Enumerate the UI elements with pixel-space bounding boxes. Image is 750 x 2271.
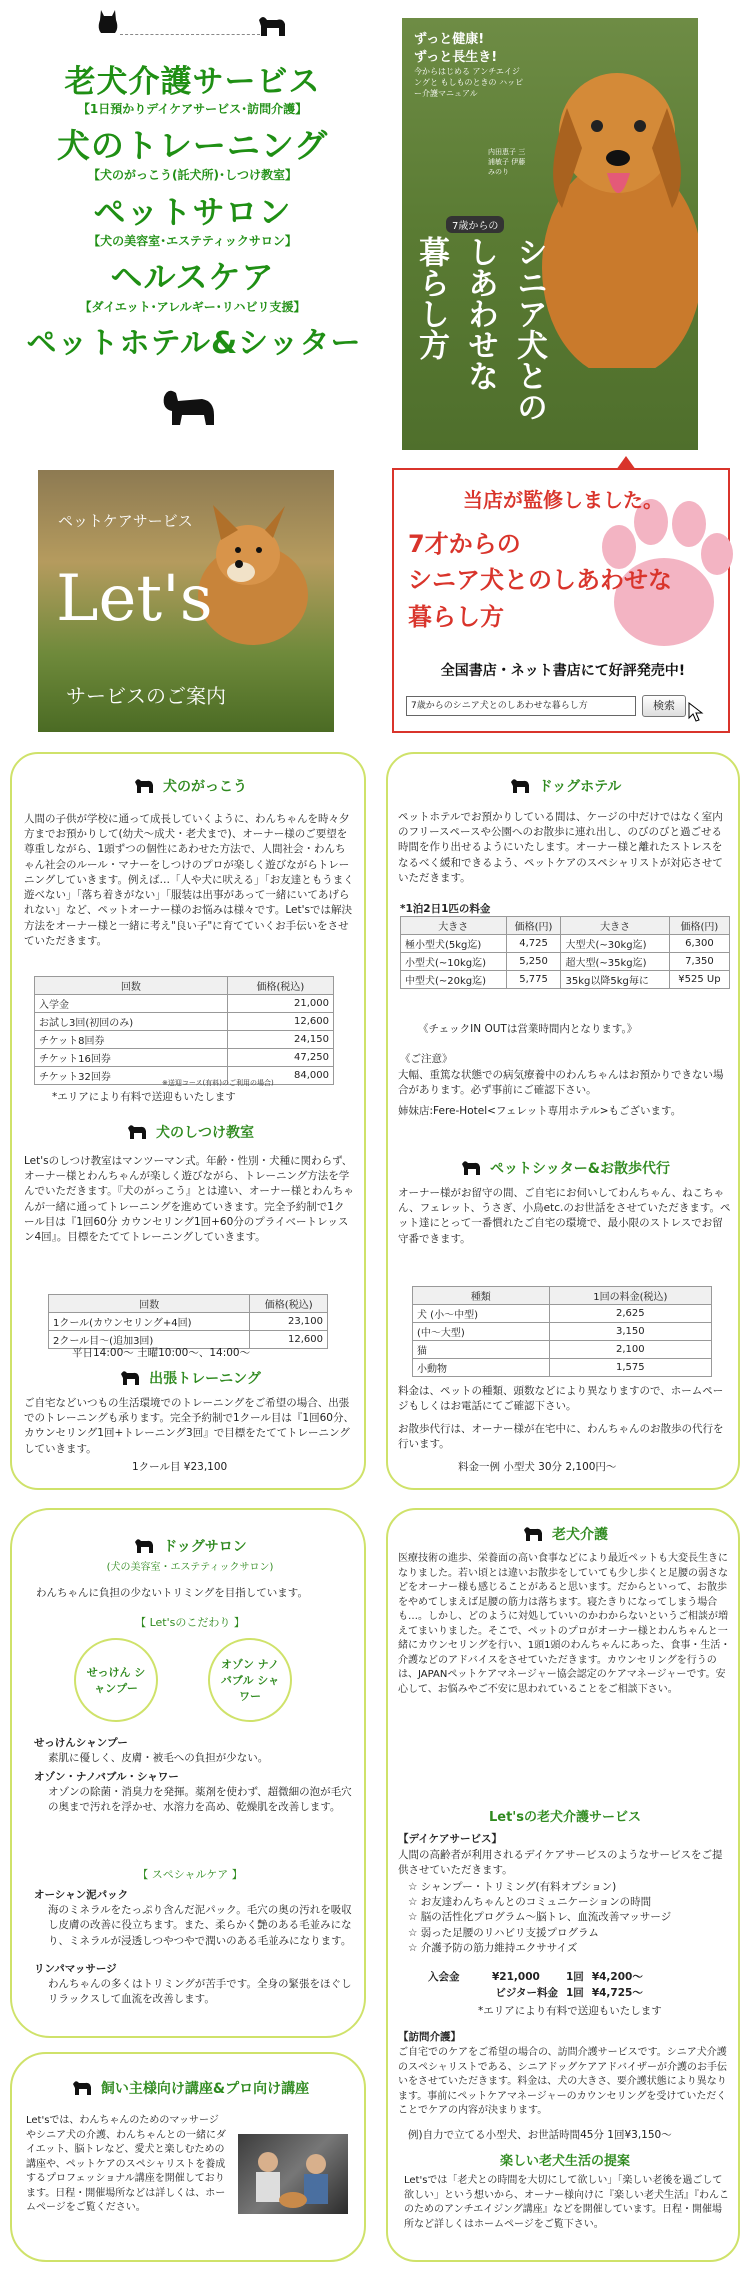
salon-circle-soap-label: せっけん シャンプー [86,1666,146,1695]
callout-pointer [616,456,636,470]
hotel-price-title: *1泊2日1匹の料金 [400,903,491,915]
service-title-healthcare: ヘルスケア [110,258,275,296]
table-cell: 1クール(カウンセリング+4回) [49,1313,250,1331]
salon-item-2-name: オゾン・ナノバブル・シャワー [34,1771,179,1783]
training-th-count: 回数 [49,1295,250,1313]
table-cell: 2,100 [549,1341,711,1359]
visit-training-title: 出張トレーニング [149,1371,261,1387]
panel-school-training [10,752,366,1490]
training-title: 犬のしつけ教室 [156,1125,254,1141]
sitter-price-table [412,1286,712,1377]
sitter-th-kind: 種類 [413,1287,550,1305]
salon-circle-ozone-label: オゾン ナノバブル シャワー [220,1658,280,1703]
table-cell: 12,600 [227,1013,333,1031]
panel-elder-care [386,1508,740,2262]
list-item: ☆ 弱った足腰のリハビリ支援プログラム [408,1926,599,1939]
salon-kodawari: 【 Let'sのこだわり 】 [135,1616,245,1629]
leaflet-caption: サービスのご案内 [66,684,226,708]
elder-visit-text: ご自宅でのケアをご希望の場合の、訪問介護サービスです。シニア犬介護のスペシャリストである、シニアドッグケアアドバイザーが介護のお手伝いをさせていただきます。料金は、犬の大きさ、要介護状態により異なります。事前にペットケアマネージャーのカウンセリングを受けていただくことでケアの内容が決まります。 [398,2047,727,2116]
service-sub-healthcare: 【ダイエット･アレルギー･リハビリ支援】 [79,300,306,314]
salon-item-2 [34,1770,354,1816]
visit-training-heading [12,1368,366,1388]
supervised-headline: 当店が監修しました。 [463,488,663,512]
book-tagline1: ずっと健康! [414,32,485,47]
salon-circle-ozone [208,1638,292,1722]
table-row [35,1049,334,1067]
dotted-leash-line [120,34,260,35]
leaflet-name: Let's [56,562,213,636]
visit-training-dog-icon [119,1369,141,1387]
salon-subtitle: (犬の美容室・エステティックサロン) [106,1562,274,1573]
elder-daycare-title: 【デイケアサービス】 [398,1833,503,1845]
school-dog-icon [133,777,155,795]
sitter-walk: お散歩代行は、オーナー様が在宅中に、わんちゃんのお散歩の代行を行います。 [398,1423,724,1451]
salon-circle-soap [74,1638,158,1722]
sitter-title: ペットシッター&お散歩代行 [490,1161,670,1177]
hotel-th-price2: 価格(円) [669,917,729,935]
leaflet-card [38,470,334,732]
hotel-text: ペットホテルでお預かりしている間は、ケージの中だけではなく室内のフリースペースや公園へのお散歩に連れ出し、のびのびと過ごせる時間を作り出せるようにいたします。オーナー様と離れたストレスをなるべく緩和できるよう、ペットケアのスペシャリストが対応させていただきます。 [398,811,723,884]
sitter-heading [388,1158,740,1178]
salon-special-2-desc: わんちゃんの多くはトリミングが苦手です。全身の緊張をほぐしリラックスして血流を改善します。 [48,1978,352,2006]
list-item-label: 介護予防の筋力維持エクササイズ [420,1941,578,1954]
training-heading [12,1122,366,1142]
table-cell: 中型犬(~20kg迄) [401,971,507,989]
school-note: *エリアにより有料で送迎もいたします [52,1091,236,1103]
leaflet-label: ペットケアサービス [58,512,193,530]
salon-heading [12,1536,366,1556]
elder-visit-title: 【訪問介護】 [398,2031,461,2043]
salon-title: ドッグサロン [163,1539,247,1555]
book-desc: 今からはじめる アンチエイジングと もしものときの ハッピー介護マニュアル [414,67,524,99]
elder-price-amount: ¥4,725～ [591,1987,643,1999]
school-title: 犬のがっこう [163,779,247,795]
supervised-title1: 7才からの [408,530,521,558]
elder-price-unit: 1回 [566,1971,584,1983]
supervised-sale: 全国書店・ネット書店にて好評発売中! [440,663,686,679]
elder-advice-text: Let'sでは「老犬との時間を大切にして欲しい」「楽しい老後を過ごして欲しい」という想いから、オーナー様向けに『楽しい老犬生活』『わんこのためのアンチエイジング講座』などを開催しています。日程・開催場所など詳しくはホームページをご覧下さい。 [404,2175,729,2230]
lecture-photo [238,2134,348,2214]
table-row [35,1031,334,1049]
table-cell: 23,100 [250,1313,328,1331]
salon-special-1-name: オーシャン泥パック [34,1889,129,1901]
training-price-table [48,1294,328,1349]
book-search-button[interactable]: 検索 [642,695,686,717]
table-cell: 大型犬(~30kg迄) [561,935,669,953]
table-row [413,1323,712,1341]
elder-price-label: ビジター料金 [495,1987,558,1999]
school-note-small: ※送迎コース(有料)のご利用の場合) [162,1079,274,1087]
table-cell: 小型犬(~10kg迄) [401,953,507,971]
table-cell: 超大型(~35kg迄) [561,953,669,971]
hotel-title: ドッグホテル [538,779,622,795]
book-title-col3: 暮らし方 [413,236,449,360]
table-row [49,1313,328,1331]
lecture-text: Let'sでは、わんちゃんのためのマッサージやシニア犬の介護、わんちゃんとの一緒にダイエット、脳トレなど、愛犬と楽しむための講座や、ペットケアのスペシャリストを養成するプロフェッショナル講座を開催しております。日程・開催場所などは詳しくは、ホームページをご覧ください。 [26,2115,226,2213]
hotel-th-price: 価格(円) [506,917,561,935]
book-title [413,236,552,436]
elder-advice-title: 楽しい老犬生活の提案 [499,2154,630,2169]
supervised-callout [392,468,730,733]
list-item-label: 弱った足腰のリハビリ支援プログラム [420,1926,599,1939]
hotel-caution: 大幅、重篤な状態での病気療養中のわんちゃんはお預かりできない場合があります。必ず事前にご確認下さい。 [398,1069,724,1097]
book-title-col1: シニア犬との [511,236,547,422]
list-item: ☆ シャンプー・トリミング(有料オプション) [408,1881,617,1893]
service-title-salon: ペットサロン [93,193,292,231]
hotel-dog-icon [509,777,531,795]
elder-dog-icon [522,1525,544,1543]
school-th-price: 価格(税込) [227,977,333,995]
elder-daycare-text: 人間の高齢者が利用されるデイケアサービスのようなサービスをご提供させていただきます。 [398,1849,723,1877]
book-cover [402,18,698,450]
sitter-text: オーナー様がお留守の間、ご自宅にお伺いしてわんちゃん、ねこちゃん、フェレット、うさぎ、小鳥etc.のお世話をさせていただきます。ペット達にとって一番慣れたご自宅の環境で、最小限のストレスでお留守番できます。 [398,1187,731,1245]
school-price-table [34,976,334,1085]
salon-dog-icon [133,1537,155,1555]
list-item-label: シャンプー・トリミング(有料オプション) [420,1881,617,1893]
elder-service-title: Let'sの老犬介護サービス [488,1810,642,1825]
lecture-dog-icon [71,2079,93,2097]
salon-special: 【 スペシャルケア 】 [137,1868,243,1881]
table-row [35,1013,334,1031]
salon-item-1-name: せっけんシャンプー [34,1737,128,1749]
table-cell: 1,575 [549,1359,711,1377]
list-item: ☆ 介護予防の筋力維持エクササイズ [408,1941,578,1954]
elder-text: 医療技術の進歩、栄養面の高い食事などにより最近ペットも大変長生きになりました。若い頃とは違いお散歩をしていても少し歩くと足腰の弱さなどをオーナー様も感じることがあると思います。だからといって、お散歩をやめてしまえば足腰の筋力は落ちます。寝たきりになってしまう場合も…。しかし、どのように対処していいのかわからないというご相談が増えてまいりました。そこで、ペットのプロがオーナー様とわんちゃんと一緒にカウンセリングを行い、1頭1頭のわんちゃんにあった、食事・生活・介護などのアドバイスをさせていただきます。カウンセリングを行うのは、JAPANペットケアマネージャー協会認定のケアマネージャーです。安心して、お悩みやご不安に思われていることをご相談下さい。 [398,1553,731,1695]
table-cell: 47,250 [227,1049,333,1067]
table-row [413,1341,712,1359]
school-text: 人間の子供が学校に通って成長していくように、わんちゃんを時々夕方までお預かりして(幼犬～成犬・老犬まで)、オーナー様のご要望を尊重しながら、1頭ずつの個性にあわせた方法で、人間社会・わんちゃん社会のルール・マナーをしつけのプロが楽しく遊びながらトレーニングしていきます。例えば…「人や犬に吠える」「お友達ともうまく遊べない」「落ち着きがない」「服装は出事があって一緒にいてあげられない」など、ペットオーナー様のお悩みは様々です。Let'sでは解決方法をオーナー様と一緒に考え"良い子"に育てていくお手伝いをさせていただきます。 [24,813,354,947]
sitter-th-price: 1回の料金(税込) [549,1287,711,1305]
elder-visit-price: 例)自力で立てる小型犬、お世話時間45分 1回¥3,150～ [408,2129,672,2141]
table-cell: 2クール目～(追加3回) [49,1331,250,1349]
elder-price-amount: ¥4,200～ [591,1971,643,1983]
top-dog-silhouette [255,14,289,40]
table-cell: チケット32回券 [35,1067,228,1085]
elder-heading [388,1524,740,1544]
table-cell: 5,250 [506,953,561,971]
table-cell: 7,350 [669,953,729,971]
hotel-caution-title: 《ご注意》 [400,1053,453,1065]
salon-special-1 [34,1888,354,1949]
book-badge: 7歳からの [446,216,504,233]
table-cell: チケット16回券 [35,1049,228,1067]
training-dog-icon [126,1123,148,1141]
table-cell: ¥525 Up [669,971,729,989]
supervised-title2: シニア犬とのしあわせな [408,566,672,594]
supervised-title3: 暮らし方 [408,603,504,631]
table-cell: 4,725 [506,935,561,953]
table-cell: 極小型犬(5kg迄) [401,935,507,953]
service-title-training: 犬のトレーニング [56,126,329,165]
cursor-icon [688,702,704,722]
elder-price-label: 入会金 [428,1971,460,1983]
hotel-th-size: 大きさ [401,917,507,935]
table-row [401,971,730,989]
table-cell: 猫 [413,1341,550,1359]
elder-daycare-list [408,1880,728,1956]
table-row [413,1359,712,1377]
hotel-heading [388,776,740,796]
elder-price-fee: ¥21,000 [492,1971,540,1983]
service-sub-salon: 【犬の美容室･エステティックサロン】 [88,234,297,248]
table-cell: 21,000 [227,995,333,1013]
list-item: ☆ 脳の活性化プログラム〜脳トレ、血流改善マッサージ [408,1911,672,1924]
book-tagline2: ずっと長生き! [414,50,498,65]
hotel-sister: 姉妹店:Fere-Hotel<フェレット専用ホテル>もございます。 [398,1105,682,1117]
book-authors: 内田恵子 三浦敏子 伊藤みのり [488,148,526,176]
table-row [413,1305,712,1323]
sitter-walk-price: 料金一例 小型犬 30分 2,100円～ [458,1461,617,1473]
table-cell: 3,150 [549,1323,711,1341]
table-cell: 84,000 [227,1067,333,1085]
table-row [401,953,730,971]
table-cell: 犬 (小～中型) [413,1305,550,1323]
service-title-elder-care: 老犬介護サービス [64,64,321,100]
school-th-count: 回数 [35,977,228,995]
training-hours: 平日14:00～ 土曜10:00～、14:00～ [72,1347,251,1359]
table-cell: お試し3回(初回のみ) [35,1013,228,1031]
panel-hotel-sitter [386,752,740,1490]
top-cat-silhouette [95,6,121,36]
lecture-heading [12,2078,366,2098]
school-heading [12,776,366,796]
elder-price-1 [428,1970,728,1985]
hotel-price-table [400,916,730,989]
dog-silhouette-lying [158,385,218,427]
elder-title: 老犬介護 [552,1527,608,1543]
salon-item-1-desc: 素肌に優しく、皮膚・被毛への負担が少ない。 [48,1752,269,1765]
list-item: ☆ お友達わんちゃんとのコミュニケーションの時間 [408,1896,652,1909]
salon-special-1-desc: 海のミネラルをたっぷり含んだ泥パック。毛穴の奥の汚れを吸収し皮膚の改善に役立ちます。また、柔らかく艶のある毛並みになり、ミネラルが浸透しつやつやで潤いのある毛並みになります。 [48,1904,352,1947]
table-cell: 35kg以降5kg毎に [561,971,669,989]
visit-training-price: 1クール目 ¥23,100 [132,1461,228,1473]
service-title-hotel-sitter: ペットホテル&シッター [26,326,362,361]
service-sub-training: 【犬のがっこう(託犬所)･しつけ教室】 [88,168,297,182]
salon-lead: わんちゃんに負担の少ないトリミングを目指しています。 [36,1587,308,1599]
table-row [401,935,730,953]
panel-lecture [10,2052,366,2262]
table-cell: 5,775 [506,971,561,989]
panel-salon [10,1508,366,2038]
hotel-th-size2: 大きさ [561,917,669,935]
sitter-dog-icon [460,1159,482,1177]
book-search-input[interactable]: 7歳からのシニア犬とのしあわせな暮らし方 [406,696,636,716]
training-text: Let'sのしつけ教室はマンツーマン式。年齢・性別・犬種に関わらず、オーナー様とわんちゃんが楽しく遊びながら、トレーニング方法を学んでいただきます。『犬のがっこう』とは違い、オーナー様とわんちゃんが一緒に通ってトレーニングを進めていきます。完全予約制で1クール目は『1回60分 カウンセリング1回+60分のプライベートレッスン4回』。目標をたててトレーニングしていきます。 [24,1155,354,1244]
table-cell: 小動物 [413,1359,550,1377]
hotel-checkin: 《チェックIN OUTは営業時間内となります。》 [418,1023,638,1035]
elder-price-note: *エリアにより有料で送迎もいたします [478,2005,662,2017]
sitter-note: 料金は、ペットの種類、頭数などにより異なりますので、ホームページもしくはお電話にてご確認下さい。 [398,1385,724,1413]
table-cell: (中～大型) [413,1323,550,1341]
visit-training-text: ご自宅などいつもの生活環境でのトレーニングをご希望の場合、出張でのトレーニングも承ります。完全予約制で1クール目は『1回60分、カウンセリング1回+トレーニング3回』で目標をたててトレーニングしていきます。 [24,1397,354,1455]
table-cell: 2,625 [549,1305,711,1323]
salon-special-2 [34,1962,354,2008]
table-cell: 6,300 [669,935,729,953]
table-cell: チケット8回券 [35,1031,228,1049]
table-cell: 12,600 [250,1331,328,1349]
table-row [35,995,334,1013]
elder-price-unit: 1回 [566,1987,584,1999]
list-item-label: お友達わんちゃんとのコミュニケーションの時間 [420,1896,652,1909]
salon-special-2-name: リンパマッサージ [34,1963,117,1975]
table-cell: 24,150 [227,1031,333,1049]
salon-item-2-desc: オゾンの除菌・消臭力を発揮。薬剤を使わず、超微細の泡が毛穴の奥まで汚れを浮かせ、水溶力を高め、乾燥肌を改善します。 [48,1786,352,1814]
elder-price-2 [428,1986,728,2001]
training-th-price: 価格(税込) [250,1295,328,1313]
lecture-title: 飼い主様向け講座&プロ向け講座 [100,2081,310,2097]
book-title-col2: しあわせな [462,236,498,391]
salon-item-1 [34,1736,354,1766]
service-sub-elder-care: 【1日預かりデイケアサービス･訪問介護】 [77,102,308,116]
list-item-label: 脳の活性化プログラム〜脳トレ、血流改善マッサージ [420,1911,672,1924]
table-cell: 入学金 [35,995,228,1013]
